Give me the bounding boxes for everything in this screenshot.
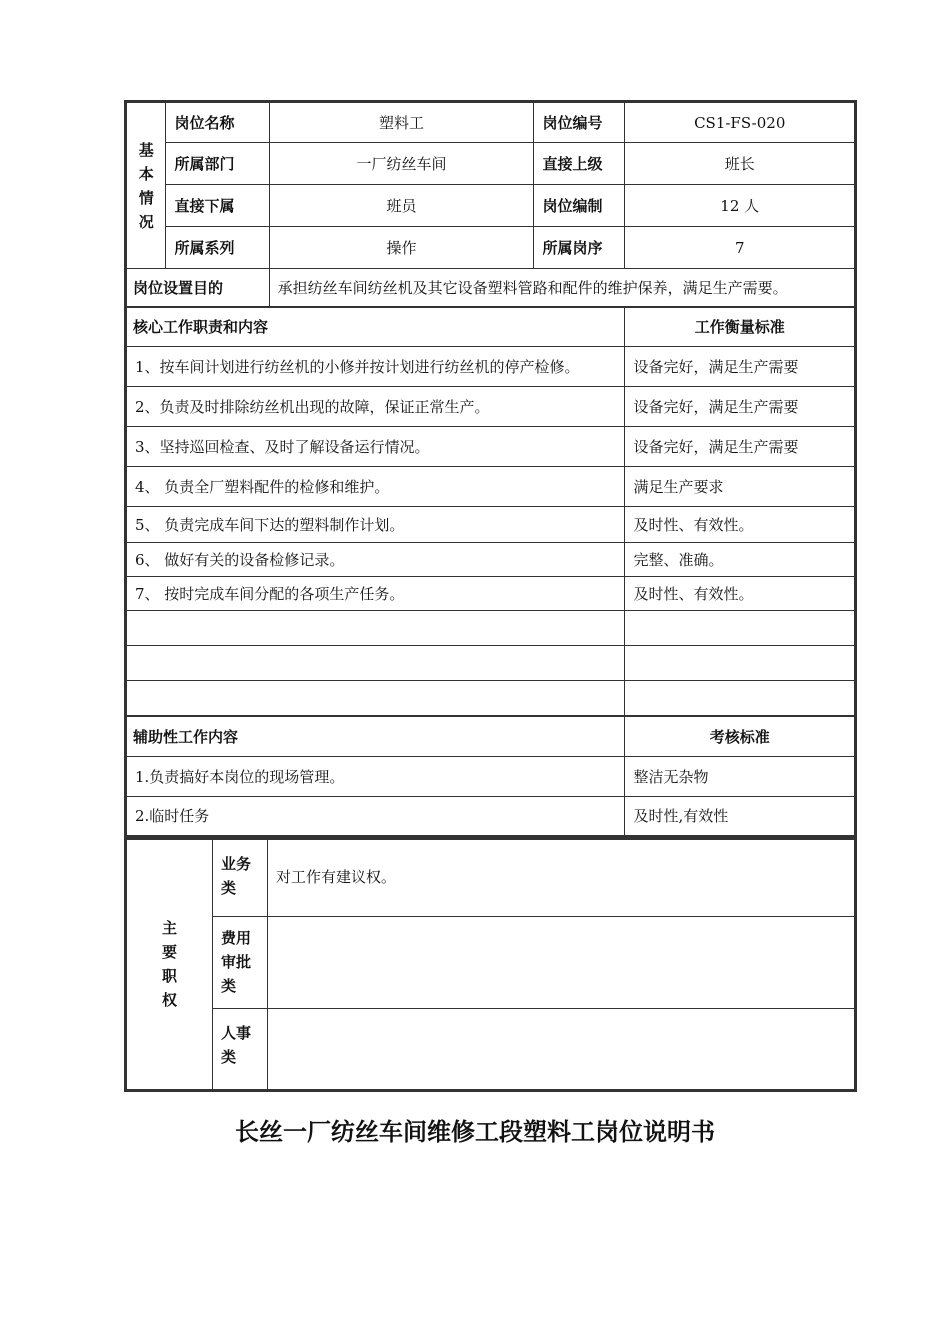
authority-label: 主 要 职 权	[126, 838, 213, 1090]
headcount-label: 岗位编制	[534, 185, 625, 227]
core-item-row	[126, 427, 856, 467]
aux-standard-header: 考核标准	[625, 716, 856, 756]
core-header-row	[126, 307, 856, 347]
series-value: 操作	[269, 227, 534, 269]
core-item-row	[126, 467, 856, 507]
rank-label: 所属岗序	[534, 227, 625, 269]
core-duties-header: 核心工作职责和内容	[126, 307, 625, 347]
core-duty: 6、 做好有关的设备检修记录。	[126, 543, 625, 577]
aux-item-row	[126, 756, 856, 796]
authority-row	[126, 1008, 856, 1090]
headcount-value: 12 人	[625, 185, 856, 227]
core-item-row	[126, 543, 856, 577]
core-standard: 完整、准确。	[625, 543, 856, 577]
core-duty: 4、 负责全厂塑料配件的检修和维护。	[126, 467, 625, 507]
aux-standard: 及时性,有效性	[625, 796, 856, 836]
basic-row-4	[126, 227, 856, 269]
core-standard-header: 工作衡量标准	[625, 307, 856, 347]
authority-type: 业务 类	[213, 838, 268, 916]
empty-row	[126, 681, 856, 717]
core-standard: 设备完好，满足生产需要	[625, 427, 856, 467]
basic-row-3	[126, 185, 856, 227]
aux-duties-header: 辅助性工作内容	[126, 716, 625, 756]
empty-row	[126, 646, 856, 681]
department-value: 一厂纺丝车间	[269, 143, 534, 185]
core-item-row	[126, 507, 856, 543]
department-label: 所属部门	[166, 143, 269, 185]
aux-item-row	[126, 796, 856, 836]
purpose-text: 承担纺丝车间纺丝机及其它设备塑料管路和配件的维护保养，满足生产需要。	[269, 269, 855, 307]
basic-row-1	[126, 102, 856, 143]
authority-type: 人事 类	[213, 1008, 268, 1090]
authority-text	[268, 1008, 856, 1090]
core-duty: 1、按车间计划进行纺丝机的小修并按计划进行纺丝机的停产检修。	[126, 347, 625, 387]
basic-row-2	[126, 143, 856, 185]
position-code-value: CS1-FS-020	[625, 102, 856, 143]
core-item-row	[126, 387, 856, 427]
form-table	[124, 100, 857, 838]
authority-row	[126, 916, 856, 1008]
authority-type: 费用 审批 类	[213, 916, 268, 1008]
core-duty: 5、 负责完成车间下达的塑料制作计划。	[126, 507, 625, 543]
core-item-row	[126, 347, 856, 387]
document-title: 长丝一厂纺丝车间维修工段塑料工岗位说明书	[235, 1118, 715, 1146]
authority-row	[126, 838, 856, 916]
core-standard: 设备完好，满足生产需要	[625, 347, 856, 387]
supervisor-value: 班长	[625, 143, 856, 185]
core-duty: 3、坚持巡回检查、及时了解设备运行情况。	[126, 427, 625, 467]
purpose-row	[126, 269, 856, 307]
position-name-label: 岗位名称	[166, 102, 269, 143]
purpose-label: 岗位设置目的	[126, 269, 270, 307]
core-item-row	[126, 577, 856, 611]
subordinate-value: 班员	[269, 185, 534, 227]
position-code-label: 岗位编号	[534, 102, 625, 143]
job-description-form	[124, 100, 857, 1092]
basic-info-label: 基 本 情 况	[126, 102, 166, 269]
core-standard: 满足生产要求	[625, 467, 856, 507]
series-label: 所属系列	[166, 227, 269, 269]
aux-duty: 2.临时任务	[126, 796, 625, 836]
supervisor-label: 直接上级	[534, 143, 625, 185]
core-duty: 7、 按时完成车间分配的各项生产任务。	[126, 577, 625, 611]
aux-header-row	[126, 716, 856, 756]
core-standard: 及时性、有效性。	[625, 577, 856, 611]
subordinate-label: 直接下属	[166, 185, 269, 227]
aux-standard: 整洁无杂物	[625, 756, 856, 796]
empty-row	[126, 611, 856, 646]
core-standard: 设备完好，满足生产需要	[625, 387, 856, 427]
core-duty: 2、负责及时排除纺丝机出现的故障，保证正常生产。	[126, 387, 625, 427]
aux-duty: 1.负责搞好本岗位的现场管理。	[126, 756, 625, 796]
authority-table	[124, 837, 857, 1092]
authority-text: 对工作有建议权。	[268, 838, 856, 916]
rank-value: 7	[625, 227, 856, 269]
position-name-value: 塑料工	[269, 102, 534, 143]
authority-text	[268, 916, 856, 1008]
core-standard: 及时性、有效性。	[625, 507, 856, 543]
